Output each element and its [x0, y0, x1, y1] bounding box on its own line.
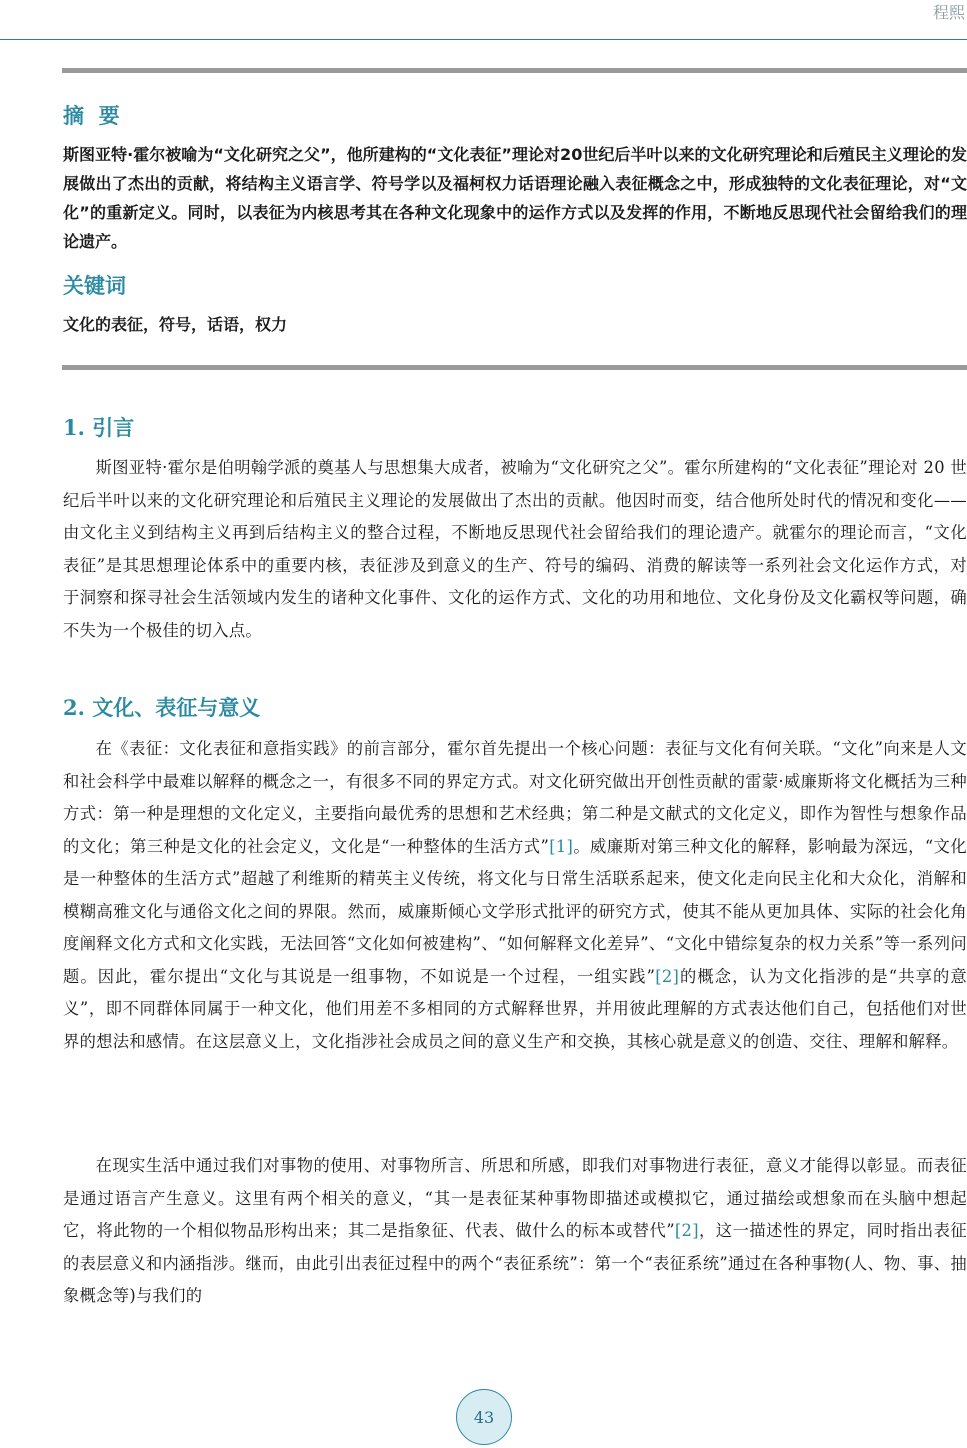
keywords-text: 文化的表征，符号，话语，权力 — [63, 315, 288, 334]
citation-link-2[interactable]: [2] — [655, 966, 680, 986]
abstract-text: 斯图亚特·霍尔被喻为“文化研究之父”，他所建构的“文化表征”理论对20世纪后半叶以来的文化研究理论和后殖民主义理论的发展做出了杰出的贡献，将结构主义语言学、符号学以及福柯权力话语理论融入表征概念之中，形成独特的文化表征理论，对“文化”的重新定义。同时，以表征为内核思考其在各种文化现象中的运作方式以及发挥的作用，不断地反思现代社会留给我们的理论遗产。 — [63, 145, 967, 251]
section1-title: 引言 — [92, 416, 135, 440]
section2-p1-part-a: 在《表征：文化表征和意指实践》的前言部分，霍尔首先提出一个核心问题：表征与文化有何关联。“文化”向来是人文和社会科学中最难以解释的概念之一，有很多不同的界定方式。对文化研究做出开创性贡献的雷蒙·威廉斯将文化概括为三种方式：第一种是理想的文化定义，主要指向最优秀的思想和艺术经典；第二种是文献式的文化定义，即作为智性与想象作品的文化；第三种是文化的社会定义，文化是“一种整体的生活方式” — [63, 739, 967, 856]
section2-paragraph-2 — [63, 1150, 967, 1313]
section2-number: 2. — [63, 695, 85, 720]
section1-number: 1. — [63, 415, 85, 440]
page-number-badge — [456, 1389, 512, 1445]
citation-link-3[interactable]: [2] — [674, 1221, 699, 1240]
page-number: 43 — [473, 1407, 495, 1427]
section2-p1-part-b: 。威廉斯对第三种文化的解释，影响最为深远，“文化是一种整体的生活方式”超越了利维斯的精英主义传统，将文化与日常生活联系起来，使文化走向民主化和大众化，消解和模糊高雅文化与通俗文化之间的界限。然而，威廉斯倾心文学形式批评的研究方式，使其不能从更加具体、实际的社会化角度阐释文化方式和文化实践，无法回答“文化如何被建构”、“如何解释文化差异”、“文化中错综复杂的权力关系”等一系列问题。因此，霍尔提出“文化与其说是一组事物，不如说是一个过程，一组实践” — [63, 836, 967, 986]
section2-heading — [63, 692, 260, 722]
section1-paragraph: 斯图亚特·霍尔是伯明翰学派的奠基人与思想集大成者，被喻为“文化研究之父”。霍尔所建构的“文化表征”理论对 20 世纪后半叶以来的文化研究理论和后殖民主义理论的发展做出了杰出的贡献。他因时而变，结合他所处时代的情况和变化——由文化主义到结构主义再到后结构主义的整合过程，不断地反思现代社会留给我们的理论遗产。就霍尔的理论而言，“文化表征”是其思想理论体系中的重要内核，表征涉及到意义的生产、符号的编码、消费的解读等一系列社会文化运作方式，对于洞察和探寻社会生活领域内发生的诸种文化事件、文化的运作方式、文化的功用和地位、文化身份及文化霸权等问题，确不失为一个极佳的切入点。 — [63, 458, 967, 640]
keywords-heading: 关键词 — [63, 274, 126, 298]
abstract-top-rule — [62, 68, 967, 73]
header-rule — [0, 39, 967, 40]
citation-link-1[interactable]: [1] — [549, 836, 574, 856]
section2-paragraph-1 — [63, 733, 967, 1058]
section2-p2-part-a: 在现实生活中通过我们对事物的使用、对事物所言、所思和所感，即我们对事物进行表征，意义才能得以彰显。而表征是通过语言产生意义。这里有两个相关的意义，“其一是表征某种事物即描述或模拟它，通过描绘或想象而在头脑中想起它，将此物的一个相似物品形构出来；其二是指象征、代表、做什么的标本或替代” — [63, 1156, 967, 1240]
section2-p2-part-b: ，这一描述性的界定，同时指出表征的表层意义和内涵指涉。继而，由此引出表征过程中的两个“表征系统”：第一个“表征系统”通过在各种事物(人、物、事、抽象概念等)与我们的 — [63, 1221, 967, 1305]
header-author: 程熙 — [932, 3, 965, 22]
section1-heading — [63, 412, 134, 442]
section2-p1-part-c: 的概念，认为文化指涉的是“共享的意义”，即不同群体同属于一种文化，他们用差不多相同的方式解释世界，并用彼此理解的方式表达他们自己，包括他们对世界的想法和感情。在这层意义上，文化指涉社会成员之间的意义生产和交换，其核心就是意义的创造、交往、理解和解释。 — [63, 966, 967, 1051]
abstract-bottom-rule — [62, 365, 967, 370]
section2-title: 文化、表征与意义 — [92, 696, 261, 720]
abstract-heading: 摘 要 — [63, 104, 120, 128]
